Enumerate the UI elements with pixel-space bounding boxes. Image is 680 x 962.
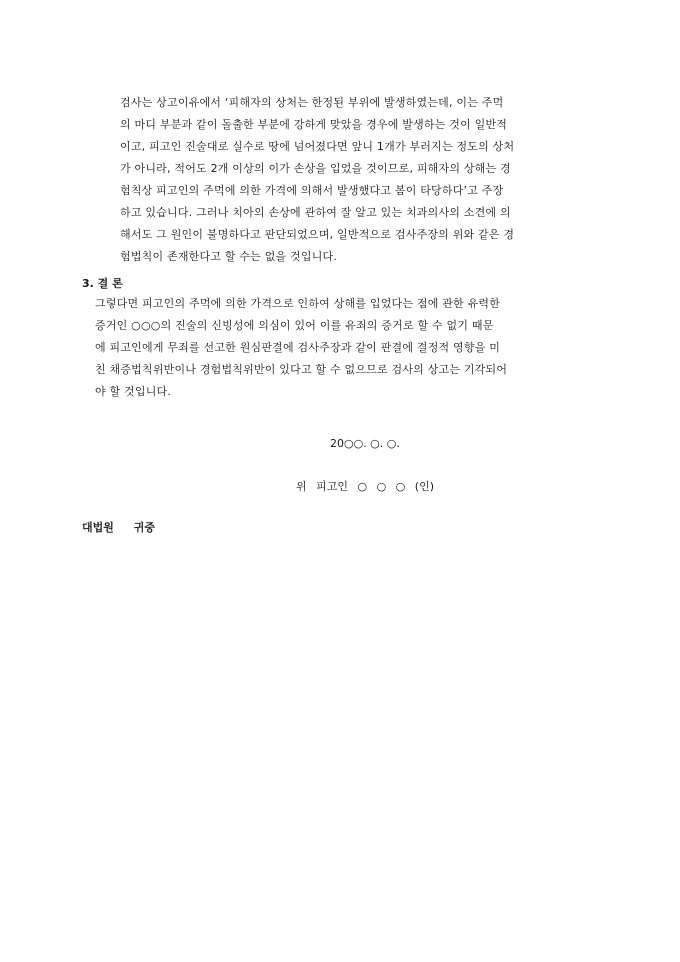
argument-paragraph: [120, 92, 600, 268]
conclusion-line: 친 채증법칙위반이나 경험법칙위반이 있다고 할 수 없으므로 검사의 상고는 기각되어: [95, 363, 508, 376]
argument-line: 검사는 상고이유에서 ‘피해자의 상처는 한정된 부위에 발생하였는데, 이는 주먹: [120, 96, 504, 109]
argument-line: 하고 있습니다. 그러나 치아의 손상에 관하여 잘 알고 있는 치과의사의 소견에 의: [120, 206, 511, 219]
argument-line: 해서도 그 원인이 불명하다고 판단되었으며, 일반적으로 검사주장의 위와 같은 경: [120, 228, 515, 241]
argument-line: 가 아니라, 적어도 2개 이상의 이가 손상을 입었을 것이므로, 피해자의 상해는 경: [120, 162, 511, 175]
signer-line: 위 피고인 ○ ○ ○ (인): [296, 480, 434, 493]
conclusion-line: 그렇다면 피고인의 주먹에 의한 가격으로 인하여 상해를 입었다는 점에 관한 유력한: [95, 297, 501, 310]
conclusion-line: 야 할 것입니다.: [95, 385, 172, 398]
document-date: 20○○. ○. ○.: [330, 437, 400, 450]
conclusion-line: 증거인 ○○○의 진술의 신빙성에 의심이 있어 이를 유죄의 증거로 할 수 없기 때문: [95, 319, 494, 332]
argument-line: 의 마디 부분과 같이 돌출한 부분에 강하게 맞았을 경우에 발생하는 것이 일반적: [120, 118, 508, 131]
conclusion-paragraph: [95, 293, 605, 403]
conclusion-line: 에 피고인에게 무죄를 선고한 원심판결에 검사주장과 같이 판결에 결정적 영향을 미: [95, 341, 501, 354]
court-addressee: 대법원 귀중: [82, 521, 155, 534]
argument-line: 험법칙이 존재한다고 할 수는 없을 것입니다.: [120, 250, 338, 263]
argument-line: 이고, 피고인 진술대로 실수로 땅에 넘어졌다면 앞니 1개가 부러지는 정도의 상처: [120, 140, 515, 153]
conclusion-heading: 3. 결 론: [82, 277, 123, 290]
argument-line: 험칙상 피고인의 주먹에 의한 가격에 의해서 발생했다고 봄이 타당하다’고 주장: [120, 184, 504, 197]
